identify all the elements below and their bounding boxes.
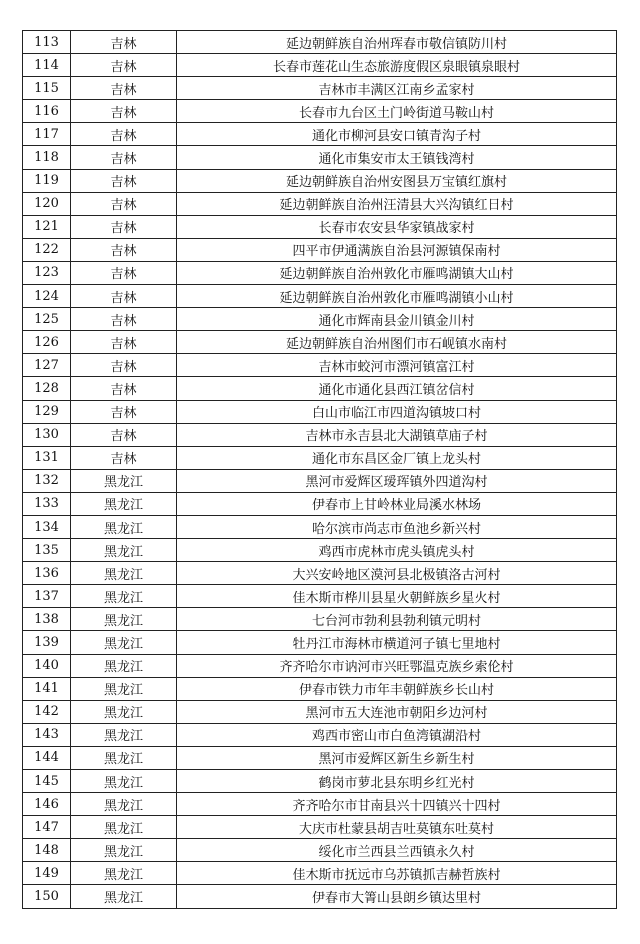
- table-row: [23, 631, 617, 654]
- row-number-cell: 129: [23, 400, 71, 423]
- village-name-cell: 齐齐哈尔市讷河市兴旺鄂温克族乡索伦村: [177, 654, 617, 677]
- village-name-cell: 黑河市爱辉区新生乡新生村: [177, 746, 617, 769]
- province-cell: 吉林: [71, 377, 177, 400]
- table-row: [23, 469, 617, 492]
- province-cell: 黑龙江: [71, 723, 177, 746]
- table-row: [23, 585, 617, 608]
- province-cell: 黑龙江: [71, 677, 177, 700]
- province-cell: 吉林: [71, 146, 177, 169]
- village-name-cell: 延边朝鲜族自治州汪清县大兴沟镇红日村: [177, 192, 617, 215]
- province-cell: 吉林: [71, 54, 177, 77]
- village-name-cell: 长春市九台区土门岭街道马鞍山村: [177, 100, 617, 123]
- table-row: [23, 539, 617, 562]
- row-number-cell: 147: [23, 816, 71, 839]
- village-name-cell: 吉林市永吉县北大湖镇草庙子村: [177, 423, 617, 446]
- village-name-cell: 鸡西市虎林市虎头镇虎头村: [177, 539, 617, 562]
- table-row: [23, 146, 617, 169]
- village-name-cell: 黑河市爱辉区瑷珲镇外四道沟村: [177, 469, 617, 492]
- village-name-cell: 通化市柳河县安口镇青沟子村: [177, 123, 617, 146]
- table-row: [23, 608, 617, 631]
- row-number-cell: 123: [23, 261, 71, 284]
- province-cell: 吉林: [71, 331, 177, 354]
- village-name-cell: 齐齐哈尔市甘南县兴十四镇兴十四村: [177, 793, 617, 816]
- village-name-cell: 延边朝鲜族自治州安图县万宝镇红旗村: [177, 169, 617, 192]
- province-cell: 黑龙江: [71, 793, 177, 816]
- village-list-table: [22, 30, 617, 909]
- table-row: [23, 816, 617, 839]
- row-number-cell: 141: [23, 677, 71, 700]
- row-number-cell: 115: [23, 77, 71, 100]
- province-cell: 黑龙江: [71, 608, 177, 631]
- row-number-cell: 146: [23, 793, 71, 816]
- village-name-cell: 通化市通化县西江镇岔信村: [177, 377, 617, 400]
- row-number-cell: 149: [23, 862, 71, 885]
- table-row: [23, 100, 617, 123]
- village-name-cell: 延边朝鲜族自治州敦化市雁鸣湖镇小山村: [177, 285, 617, 308]
- table-row: [23, 54, 617, 77]
- table-row: [23, 238, 617, 261]
- row-number-cell: 122: [23, 238, 71, 261]
- province-cell: 黑龙江: [71, 770, 177, 793]
- row-number-cell: 144: [23, 746, 71, 769]
- row-number-cell: 132: [23, 469, 71, 492]
- row-number-cell: 134: [23, 515, 71, 538]
- row-number-cell: 116: [23, 100, 71, 123]
- table-row: [23, 700, 617, 723]
- province-cell: 黑龙江: [71, 816, 177, 839]
- province-cell: 吉林: [71, 261, 177, 284]
- row-number-cell: 124: [23, 285, 71, 308]
- province-cell: 吉林: [71, 423, 177, 446]
- table-row: [23, 723, 617, 746]
- row-number-cell: 125: [23, 308, 71, 331]
- table-row: [23, 354, 617, 377]
- village-name-cell: 牡丹江市海林市横道河子镇七里地村: [177, 631, 617, 654]
- table-row: [23, 215, 617, 238]
- province-cell: 黑龙江: [71, 885, 177, 908]
- table-row: [23, 839, 617, 862]
- village-name-cell: 哈尔滨市尚志市鱼池乡新兴村: [177, 515, 617, 538]
- province-cell: 黑龙江: [71, 585, 177, 608]
- table-row: [23, 746, 617, 769]
- table-row: [23, 446, 617, 469]
- province-cell: 吉林: [71, 308, 177, 331]
- row-number-cell: 150: [23, 885, 71, 908]
- table-row: [23, 261, 617, 284]
- village-name-cell: 伊春市铁力市年丰朝鲜族乡长山村: [177, 677, 617, 700]
- village-name-cell: 绥化市兰西县兰西镇永久村: [177, 839, 617, 862]
- table-row: [23, 31, 617, 54]
- row-number-cell: 127: [23, 354, 71, 377]
- table-row: [23, 793, 617, 816]
- table-row: [23, 169, 617, 192]
- province-cell: 黑龙江: [71, 631, 177, 654]
- table-row: [23, 285, 617, 308]
- province-cell: 吉林: [71, 123, 177, 146]
- row-number-cell: 126: [23, 331, 71, 354]
- province-cell: 吉林: [71, 354, 177, 377]
- province-cell: 吉林: [71, 446, 177, 469]
- village-name-cell: 吉林市丰满区江南乡孟家村: [177, 77, 617, 100]
- province-cell: 吉林: [71, 192, 177, 215]
- province-cell: 黑龙江: [71, 654, 177, 677]
- table-row: [23, 77, 617, 100]
- village-name-cell: 延边朝鲜族自治州图们市石岘镇水南村: [177, 331, 617, 354]
- table-row: [23, 677, 617, 700]
- table-row: [23, 400, 617, 423]
- province-cell: 黑龙江: [71, 562, 177, 585]
- table-row: [23, 308, 617, 331]
- village-name-cell: 白山市临江市四道沟镇坡口村: [177, 400, 617, 423]
- table-row: [23, 770, 617, 793]
- village-name-cell: 延边朝鲜族自治州敦化市雁鸣湖镇大山村: [177, 261, 617, 284]
- province-cell: 吉林: [71, 77, 177, 100]
- row-number-cell: 113: [23, 31, 71, 54]
- village-name-cell: 延边朝鲜族自治州珲春市敬信镇防川村: [177, 31, 617, 54]
- row-number-cell: 121: [23, 215, 71, 238]
- row-number-cell: 140: [23, 654, 71, 677]
- province-cell: 吉林: [71, 100, 177, 123]
- row-number-cell: 119: [23, 169, 71, 192]
- village-name-cell: 长春市农安县华家镇战家村: [177, 215, 617, 238]
- village-name-cell: 鹤岗市萝北县东明乡红光村: [177, 770, 617, 793]
- table-body: [23, 31, 617, 909]
- province-cell: 吉林: [71, 285, 177, 308]
- table-row: [23, 377, 617, 400]
- table-row: [23, 331, 617, 354]
- province-cell: 黑龙江: [71, 700, 177, 723]
- province-cell: 吉林: [71, 400, 177, 423]
- province-cell: 黑龙江: [71, 492, 177, 515]
- village-name-cell: 长春市莲花山生态旅游度假区泉眼镇泉眼村: [177, 54, 617, 77]
- village-name-cell: 伊春市上甘岭林业局溪水林场: [177, 492, 617, 515]
- row-number-cell: 130: [23, 423, 71, 446]
- province-cell: 黑龙江: [71, 515, 177, 538]
- village-name-cell: 吉林市蛟河市漂河镇富江村: [177, 354, 617, 377]
- row-number-cell: 138: [23, 608, 71, 631]
- table-row: [23, 885, 617, 908]
- village-name-cell: 伊春市大箐山县朗乡镇达里村: [177, 885, 617, 908]
- table-row: [23, 492, 617, 515]
- row-number-cell: 118: [23, 146, 71, 169]
- village-name-cell: 鸡西市密山市白鱼湾镇湖沿村: [177, 723, 617, 746]
- village-name-cell: 通化市辉南县金川镇金川村: [177, 308, 617, 331]
- village-name-cell: 通化市集安市太王镇钱湾村: [177, 146, 617, 169]
- row-number-cell: 135: [23, 539, 71, 562]
- province-cell: 黑龙江: [71, 539, 177, 562]
- row-number-cell: 145: [23, 770, 71, 793]
- village-name-cell: 黑河市五大连池市朝阳乡边河村: [177, 700, 617, 723]
- table-row: [23, 862, 617, 885]
- village-list-table-container: [22, 30, 616, 909]
- row-number-cell: 128: [23, 377, 71, 400]
- row-number-cell: 137: [23, 585, 71, 608]
- row-number-cell: 148: [23, 839, 71, 862]
- table-row: [23, 562, 617, 585]
- row-number-cell: 143: [23, 723, 71, 746]
- table-row: [23, 654, 617, 677]
- village-name-cell: 佳木斯市抚远市乌苏镇抓吉赫哲族村: [177, 862, 617, 885]
- province-cell: 黑龙江: [71, 839, 177, 862]
- village-name-cell: 大兴安岭地区漠河县北极镇洛古河村: [177, 562, 617, 585]
- row-number-cell: 133: [23, 492, 71, 515]
- province-cell: 黑龙江: [71, 862, 177, 885]
- row-number-cell: 117: [23, 123, 71, 146]
- province-cell: 吉林: [71, 215, 177, 238]
- row-number-cell: 114: [23, 54, 71, 77]
- village-name-cell: 四平市伊通满族自治县河源镇保南村: [177, 238, 617, 261]
- province-cell: 吉林: [71, 169, 177, 192]
- village-name-cell: 七台河市勃利县勃利镇元明村: [177, 608, 617, 631]
- table-row: [23, 123, 617, 146]
- table-row: [23, 192, 617, 215]
- row-number-cell: 131: [23, 446, 71, 469]
- village-name-cell: 佳木斯市桦川县星火朝鲜族乡星火村: [177, 585, 617, 608]
- province-cell: 黑龙江: [71, 469, 177, 492]
- table-row: [23, 515, 617, 538]
- row-number-cell: 136: [23, 562, 71, 585]
- province-cell: 吉林: [71, 238, 177, 261]
- province-cell: 吉林: [71, 31, 177, 54]
- row-number-cell: 142: [23, 700, 71, 723]
- row-number-cell: 120: [23, 192, 71, 215]
- village-name-cell: 大庆市杜蒙县胡吉吐莫镇东吐莫村: [177, 816, 617, 839]
- province-cell: 黑龙江: [71, 746, 177, 769]
- row-number-cell: 139: [23, 631, 71, 654]
- village-name-cell: 通化市东昌区金厂镇上龙头村: [177, 446, 617, 469]
- table-row: [23, 423, 617, 446]
